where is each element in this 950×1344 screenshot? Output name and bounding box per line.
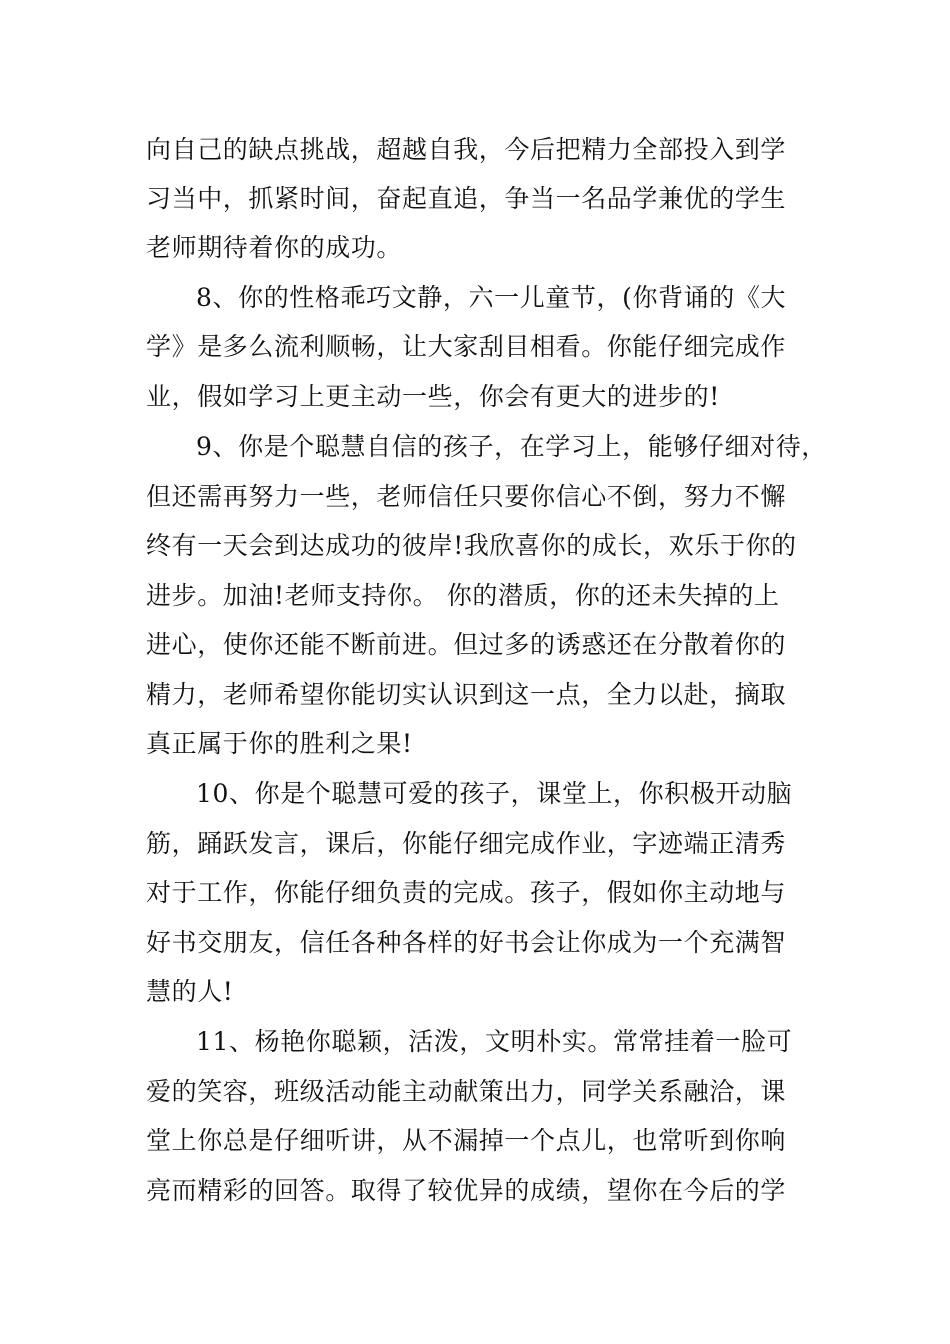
text-line: 亮而精彩的回答。取得了较优异的成绩，望你在今后的学: [146, 1176, 787, 1205]
text-line: 对于工作，你能仔细负责的完成。孩子，假如你主动地与: [146, 878, 787, 907]
text-line: 终有一天会到达成功的彼岸!我欣喜你的成长，欢乐于你的: [146, 531, 797, 560]
text-line: 业，假如学习上更主动一些，你会有更大的进步的!: [146, 382, 720, 411]
text-line: 进心，使你还能不断前进。但过多的诱惑还在分散着你的: [146, 630, 787, 659]
text-line: 爱的笑容，班级活动能主动献策出力，同学关系融洽，课: [146, 1077, 787, 1106]
text-line: 进步。加油!老师支持你。 你的潜质，你的还未失掉的上: [146, 581, 780, 610]
text-line: 好书交朋友，信任各种各样的好书会让你成为一个充满智: [146, 928, 787, 957]
text-line: 老师期待着你的成功。: [146, 233, 403, 262]
text-line: 慧的人!: [146, 977, 234, 1006]
text-line: 精力，老师希望你能切实认识到这一点，全力以赴，摘取: [146, 680, 787, 709]
text-line: 习当中，抓紧时间，奋起直追，争当一名品学兼优的学生: [146, 184, 787, 213]
text-line: 但还需再努力一些，老师信任只要你信心不倒，努力不懈: [146, 482, 787, 511]
text-line: 学》是多么流利顺畅，让大家刮目相看。你能仔细完成作: [146, 332, 787, 361]
text-line: 堂上你总是仔细听讲，从不漏掉一个点儿，也常听到你响: [146, 1126, 787, 1155]
paragraph-10-start: 10、你是个聪慧可爱的孩子，课堂上，你积极开动脑: [196, 779, 793, 808]
paragraph-11-start: 11、杨艳你聪颖，活泼，文明朴实。常常挂着一脸可: [196, 1027, 793, 1056]
paragraph-9-start: 9、你是个聪慧自信的孩子，在学习上，能够仔细对待，: [196, 432, 827, 461]
text-line: 真正属于你的胜利之果!: [146, 729, 413, 758]
paragraph-8-start: 8、你的性格乖巧文静，六一儿童节，(你背诵的《大: [196, 283, 787, 312]
text-line: 向自己的缺点挑战，超越自我，今后把精力全部投入到学: [146, 135, 787, 164]
text-line: 筋，踊跃发言，课后，你能仔细完成作业，字迹端正清秀: [146, 829, 787, 858]
